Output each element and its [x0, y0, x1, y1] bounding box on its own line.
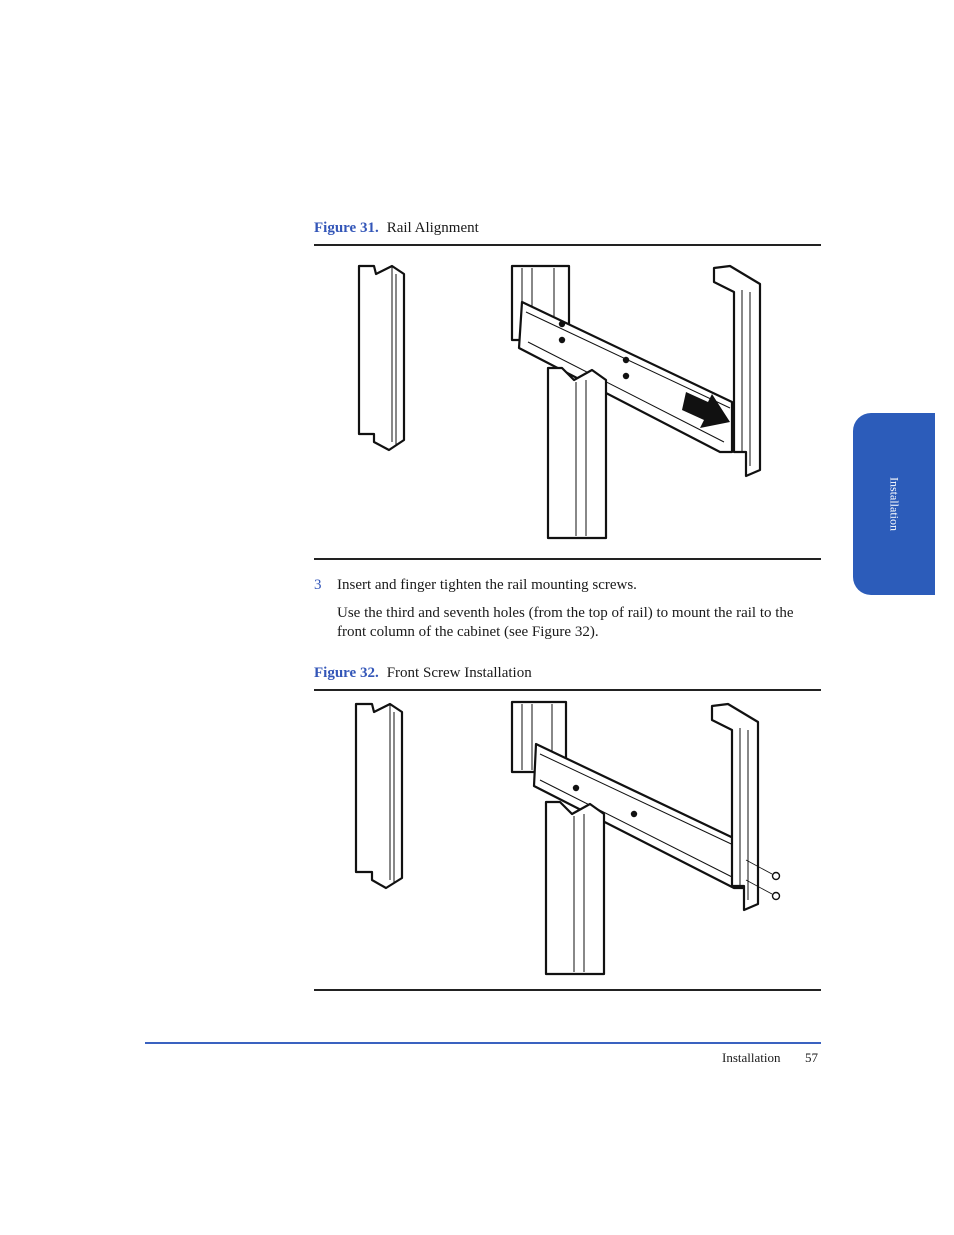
rail-alignment-drawing — [314, 252, 821, 550]
figure-31-number: Figure 31. — [314, 220, 379, 236]
figure-32-top-rule — [314, 689, 821, 691]
footer-page-number: 57 — [805, 1050, 818, 1065]
figure-31-caption — [314, 220, 479, 237]
footer-section: Installation — [722, 1050, 781, 1065]
figure-31-bottom-rule — [314, 558, 821, 560]
step-detail-line-1: Use the third and seventh holes (from the top of rail) to mount the rail to the — [337, 605, 794, 621]
figure-32-caption — [314, 665, 532, 682]
left-rack-column — [356, 704, 402, 888]
left-rack-column — [359, 266, 404, 450]
figure-32-number: Figure 32. — [314, 665, 379, 681]
step-text: Insert and finger tighten the rail mounting screws. — [337, 577, 637, 593]
figure-32-title: Front Screw Installation — [386, 665, 532, 681]
figure-32-bottom-rule — [314, 989, 821, 991]
front-rack-column — [546, 802, 604, 974]
figure-32-illustration — [314, 696, 821, 982]
step-detail — [337, 604, 822, 642]
footer-rule — [145, 1042, 821, 1044]
figure-31-illustration — [314, 252, 821, 550]
side-tab-label: Installation — [887, 477, 902, 531]
front-screw-drawing — [314, 696, 821, 982]
figure-31-title: Rail Alignment — [386, 220, 479, 236]
section-side-tab[interactable] — [853, 413, 935, 595]
step-detail-line-2: front column of the cabinet (see Figure 32). — [337, 624, 599, 640]
front-rack-column — [548, 368, 606, 538]
figure-31-top-rule — [314, 244, 821, 246]
step-number: 3 — [314, 577, 322, 593]
